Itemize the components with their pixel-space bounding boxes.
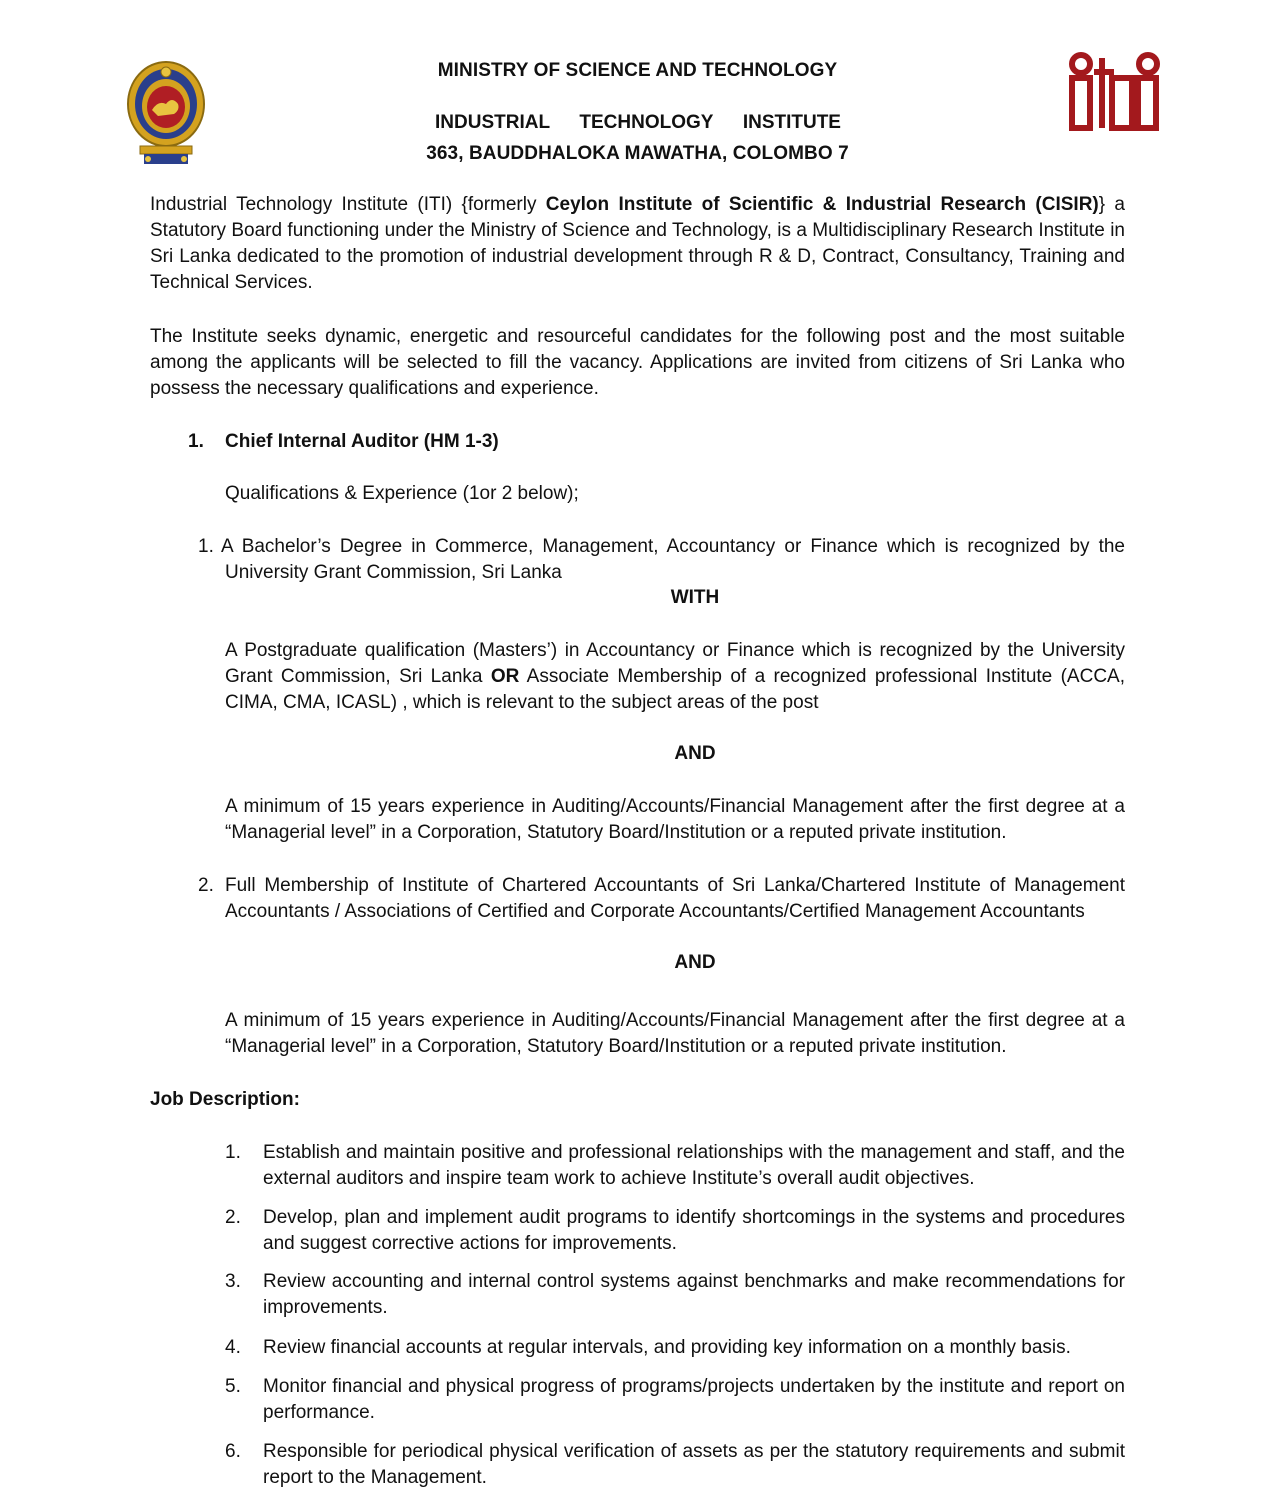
job-item: Review accounting and internal control systems against benchmarks and make recommendations for improvements.: [263, 1271, 1125, 1318]
job-item-number: 6.: [225, 1441, 241, 1462]
intro-former-name: Ceylon Institute of Scientific & Industrial Research (CISIR): [545, 194, 1099, 215]
job-item: Monitor financial and physical progress of programs/projects undertaken by the institute and report on performance.: [263, 1376, 1125, 1423]
post-title: Chief Internal Auditor (HM 1-3): [225, 431, 499, 452]
post-number: 1.: [188, 431, 204, 452]
option-2-experience: A minimum of 15 years experience in Auditing/Accounts/Financial Management after the first degree at a “Managerial level” in a Corporation, Statutory Board/Institution or a reputed private institution.: [225, 1010, 1125, 1057]
job-item-number: 1.: [225, 1142, 241, 1163]
option-1-degree: A Bachelor’s Degree in Commerce, Management, Accountancy or Finance which is recognized by the University Grant Commission, Sri Lanka: [221, 536, 1125, 583]
institute-word-2: TECHNOLOGY: [579, 112, 714, 133]
option-1-number: 1.: [198, 536, 214, 557]
job-item: Responsible for periodical physical verification of assets as per the statutory requirements and submit report to the Management.: [263, 1441, 1125, 1488]
seeks-paragraph: The Institute seeks dynamic, energetic and resourceful candidates for the following post and the most suitable among the applicants will be selected to fill the vacancy. Applications are invited from citizens of Sri Lanka who possess the necessary qualifications and experience.: [150, 326, 1125, 399]
and-label-1: AND: [674, 743, 716, 764]
with-label: WITH: [670, 587, 720, 608]
option-2-number: 2.: [198, 875, 214, 896]
institute-title: [435, 112, 841, 134]
option-1-experience: A minimum of 15 years experience in Auditing/Accounts/Financial Management after the first degree at a “Managerial level” in a Corporation, Statutory Board/Institution or a reputed private institution.: [225, 796, 1125, 843]
job-item: Review financial accounts at regular intervals, and providing key information on a monthly basis.: [263, 1337, 1071, 1358]
or-label: OR: [490, 666, 520, 687]
job-item: Establish and maintain positive and professional relationships with the management and staff, and the external auditors and inspire team work to achieve Institute’s overall audit objectives.: [263, 1142, 1125, 1189]
job-item-number: 5.: [225, 1376, 241, 1397]
job-item: Develop, plan and implement audit programs to identify shortcomings in the systems and procedures and suggest corrective actions for improvements.: [263, 1207, 1125, 1254]
pg-text-1: A Postgraduate qualification (Masters’) in Accountancy or Finance which is recognized by the University Grant Commission, Sri Lanka: [225, 640, 1125, 687]
job-item-number: 4.: [225, 1337, 241, 1358]
job-item-number: 3.: [225, 1271, 241, 1292]
institute-address: 363, BAUDDHALOKA MAWATHA, COLOMBO 7: [426, 143, 849, 164]
job-item-number: 2.: [225, 1207, 241, 1228]
pg-text-2: Associate Membership of a recognized professional Institute (ACCA, CIMA, CMA, ICASL) , which is relevant to the subject areas of the post: [225, 666, 1126, 713]
and-label-2: AND: [674, 952, 716, 973]
job-description-heading: Job Description:: [150, 1089, 300, 1110]
option-2-membership: Full Membership of Institute of Chartered Accountants of Sri Lanka/Chartered Institute of Management Accountants / Associations of Certified and Corporate Accountants/Certified Management Accountants: [225, 875, 1125, 922]
intro-paragraph: [150, 192, 1125, 296]
qualifications-heading: Qualifications & Experience (1or 2 below);: [225, 483, 579, 504]
institute-word-1: INDUSTRIAL: [435, 112, 551, 133]
intro-text-2: } a Statutory Board functioning under the Ministry of Science and Technology, is a Multidisciplinary Research Institute in Sri Lanka dedicated to the promotion of industrial development through R & D, Contract, Consultancy, Training and Technical Services.: [150, 194, 1125, 293]
institute-word-3: INSTITUTE: [742, 112, 841, 133]
ministry-title: MINISTRY OF SCIENCE AND TECHNOLOGY: [437, 60, 838, 81]
intro-text-1: Industrial Technology Institute (ITI) {formerly: [150, 194, 546, 215]
option-1-postgraduate: [225, 638, 1125, 716]
